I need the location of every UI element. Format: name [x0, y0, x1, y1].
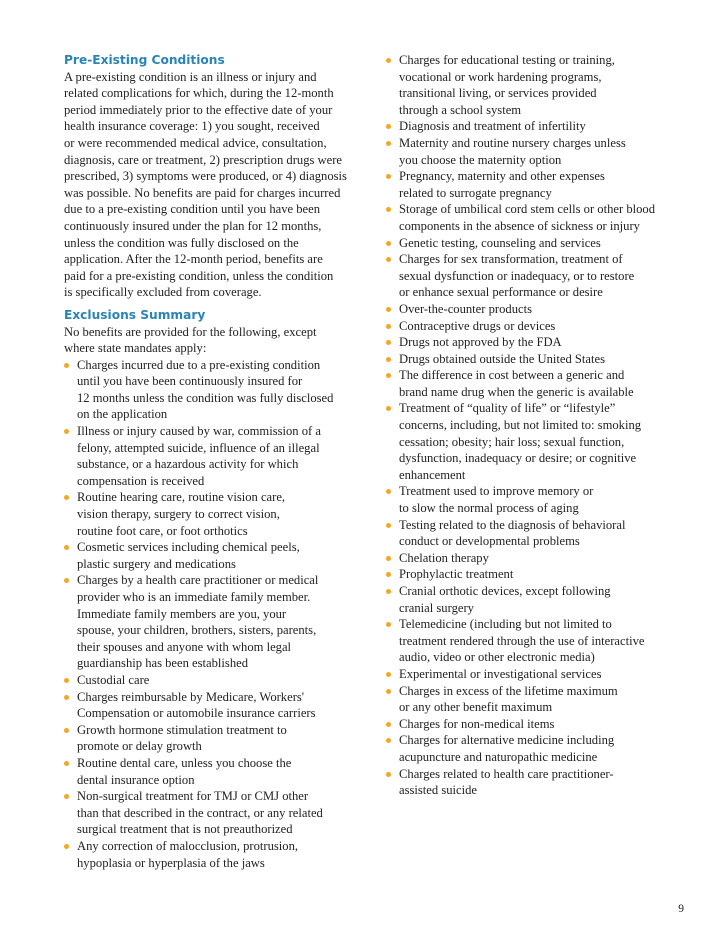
bullet-icon: [386, 672, 391, 677]
item-line: Telemedicine (including but not limited to: [399, 617, 612, 632]
bullet-icon: [386, 324, 391, 329]
bullet-icon: [386, 738, 391, 743]
bullet-icon: [386, 58, 391, 63]
bullet-icon: [386, 589, 391, 594]
item-line: guardianship has been established: [77, 656, 249, 671]
item-line: sexual dysfunction or inadequacy, or to restore: [399, 268, 635, 283]
item-line: related to surrogate pregnancy: [399, 185, 552, 200]
item-line: Charges in excess of the lifetime maximum: [399, 683, 618, 698]
exclusion-item: [386, 135, 676, 168]
exclusion-item: [386, 201, 676, 234]
item-line: Charges related to health care practitioner-: [399, 766, 614, 781]
item-line: Contraceptive drugs or devices: [399, 318, 556, 333]
item-line: promote or delay growth: [77, 739, 202, 754]
bullet-icon: [64, 578, 69, 583]
item-line: Charges by a health care practitioner or medical: [77, 573, 319, 588]
text-line: continuously insured under the plan for 12 months,: [64, 218, 322, 233]
item-line: Routine hearing care, routine vision care,: [77, 490, 286, 505]
text-line: A pre-existing condition is an illness or injury and: [64, 69, 317, 84]
item-line: acupuncture and naturopathic medicine: [399, 749, 598, 764]
exclusion-item: [386, 301, 676, 318]
bullet-icon: [386, 489, 391, 494]
exclusion-item: [386, 251, 676, 301]
right-exclusion-list: [386, 52, 676, 799]
exclusion-item: [64, 838, 374, 871]
item-line: Charges for alternative medicine including: [399, 733, 615, 748]
left-exclusion-list: [64, 357, 374, 871]
item-line: cessation; obesity; hair loss; sexual function,: [399, 434, 625, 449]
item-line: or enhance sexual performance or desire: [399, 285, 603, 300]
item-line: Maternity and routine nursery charges unless: [399, 135, 626, 150]
bullet-icon: [64, 844, 69, 849]
exclusion-item: [386, 583, 676, 616]
item-line: through a school system: [399, 102, 522, 117]
pre-existing-paragraph: [64, 69, 374, 301]
exclusions-heading: Exclusions Summary: [64, 307, 206, 322]
text-line: period immediately prior to the effective date of your: [64, 102, 333, 117]
item-line: concerns, including, but not limited to: smoking: [399, 418, 642, 433]
item-line: conduct or developmental problems: [399, 534, 580, 549]
text-line: where state mandates apply:: [64, 341, 207, 356]
item-line: felony, attempted suicide, influence of an illegal: [77, 440, 320, 455]
text-line: diagnosis, care or treatment, 2) prescription drugs were: [64, 152, 343, 167]
item-line: Non-surgical treatment for TMJ or CMJ other: [77, 789, 309, 804]
item-line: enhancement: [399, 467, 466, 482]
exclusion-item: [64, 722, 374, 755]
text-line: application. After the 12-month period, benefits are: [64, 252, 323, 267]
item-line: Testing related to the diagnosis of behavioral: [399, 517, 626, 532]
item-line: Charges reimbursable by Medicare, Workers': [77, 689, 305, 704]
item-line: Routine dental care, unless you choose the: [77, 755, 292, 770]
item-line: Experimental or investigational services: [399, 666, 602, 681]
item-line: Over-the-counter products: [399, 301, 532, 316]
item-line: or any other benefit maximum: [399, 700, 553, 715]
item-line: Storage of umbilical cord stem cells or other blood: [399, 202, 656, 217]
item-line: Cosmetic services including chemical peels,: [77, 540, 300, 555]
bullet-icon: [386, 257, 391, 262]
item-line: vision therapy, surgery to correct vision,: [77, 507, 280, 522]
bullet-icon: [64, 761, 69, 766]
exclusion-item: [64, 572, 374, 672]
item-line: hypoplasia or hyperplasia of the jaws: [77, 855, 265, 870]
item-line: Diagnosis and treatment of infertility: [399, 119, 586, 134]
exclusion-item: [64, 423, 374, 489]
exclusion-item: [64, 755, 374, 788]
left-column: [64, 52, 374, 871]
bullet-icon: [64, 363, 69, 368]
item-line: Illness or injury caused by war, commission of a: [77, 424, 321, 439]
item-line: to slow the normal process of aging: [399, 501, 579, 516]
exclusion-item: [64, 357, 374, 423]
item-line: Treatment of “quality of life” or “lifestyle”: [399, 401, 616, 416]
item-line: Charges incurred due to a pre-existing condition: [77, 357, 321, 372]
item-line: Pregnancy, maternity and other expenses: [399, 169, 605, 184]
bullet-icon: [386, 124, 391, 129]
exclusion-item: [386, 517, 676, 550]
bullet-icon: [386, 556, 391, 561]
item-line: vocational or work hardening programs,: [399, 69, 602, 84]
item-line: plastic surgery and medications: [77, 556, 236, 571]
item-line: spouse, your children, brothers, sisters, parents,: [77, 623, 317, 638]
item-line: their spouses and anyone with whom legal: [77, 639, 292, 654]
text-line: paid for a pre-existing condition, unless the condition: [64, 268, 334, 283]
exclusion-item: [386, 616, 676, 666]
item-line: Custodial care: [77, 672, 150, 687]
exclusion-item: [64, 489, 374, 539]
text-line: due to a pre-existing condition until you have been: [64, 202, 321, 217]
item-line: you choose the maternity option: [399, 152, 562, 167]
exclusion-item: [386, 483, 676, 516]
bullet-icon: [64, 728, 69, 733]
exclusion-item: [386, 550, 676, 567]
bullet-icon: [64, 678, 69, 683]
item-line: compensation is received: [77, 473, 205, 488]
item-line: The difference in cost between a generic and: [399, 368, 625, 383]
page-number: 9: [678, 903, 684, 915]
exclusion-item: [64, 788, 374, 838]
bullet-icon: [386, 622, 391, 627]
exclusion-item: [386, 318, 676, 335]
item-line: Genetic testing, counseling and services: [399, 235, 601, 250]
exclusion-item: [386, 118, 676, 135]
bullet-icon: [386, 722, 391, 727]
item-line: Treatment used to improve memory or: [399, 484, 594, 499]
item-line: until you have been continuously insured for: [77, 374, 303, 389]
item-line: Charges for educational testing or training,: [399, 53, 615, 67]
exclusion-item: [386, 766, 676, 799]
item-line: dental insurance option: [77, 772, 195, 787]
exclusion-item: [386, 351, 676, 368]
item-line: transitional living, or services provided: [399, 86, 597, 101]
exclusion-item: [386, 400, 676, 483]
item-line: Charges for non-medical items: [399, 716, 555, 731]
text-line: prescribed, 3) symptoms were produced, or 4) diagnosis: [64, 169, 347, 184]
bullet-icon: [386, 241, 391, 246]
exclusion-item: [64, 689, 374, 722]
item-line: provider who is an immediate family member.: [77, 590, 311, 604]
item-line: Drugs obtained outside the United States: [399, 351, 606, 366]
item-line: Growth hormone stimulation treatment to: [77, 722, 287, 737]
bullet-icon: [386, 174, 391, 179]
bullet-icon: [386, 340, 391, 345]
bullet-icon: [64, 695, 69, 700]
pre-existing-heading: Pre-Existing Conditions: [64, 53, 225, 67]
item-line: assisted suicide: [399, 783, 477, 798]
bullet-icon: [386, 207, 391, 212]
exclusion-item: [386, 732, 676, 765]
bullet-icon: [386, 373, 391, 378]
bullet-icon: [386, 572, 391, 577]
exclusion-item: [64, 539, 374, 572]
item-line: routine foot care, or foot orthotics: [77, 523, 248, 538]
item-line: Any correction of malocclusion, protrusion,: [77, 838, 299, 853]
bullet-icon: [386, 772, 391, 777]
bullet-icon: [386, 523, 391, 528]
text-line: is specifically excluded from coverage.: [64, 285, 262, 300]
text-line: health insurance coverage: 1) you sought, received: [64, 119, 320, 134]
item-line: cranial surgery: [399, 600, 474, 615]
exclusions-intro: [64, 324, 374, 357]
bullet-icon: [386, 689, 391, 694]
exclusion-item: [386, 168, 676, 201]
item-line: Charges for sex transformation, treatment of: [399, 252, 623, 267]
item-line: Prophylactic treatment: [399, 567, 514, 582]
item-line: surgical treatment that is not preauthorized: [77, 822, 293, 837]
item-line: dysfunction, inadequacy or desire; or cognitive: [399, 451, 637, 466]
item-line: brand name drug when the generic is available: [399, 384, 634, 399]
text-line: No benefits are provided for the following, except: [64, 324, 317, 339]
bullet-icon: [64, 429, 69, 434]
item-line: treatment rendered through the use of interactive: [399, 633, 645, 648]
text-line: related complications for which, during the 12-month: [64, 86, 334, 101]
exclusion-item: [386, 334, 676, 351]
item-line: Immediate family members are you, your: [77, 606, 287, 621]
exclusion-item: [386, 235, 676, 252]
exclusion-item: [386, 52, 676, 118]
item-line: Drugs not approved by the FDA: [399, 335, 562, 350]
item-line: 12 months unless the condition was fully disclosed: [77, 390, 334, 405]
exclusion-item: [386, 666, 676, 683]
exclusion-item: [386, 716, 676, 733]
item-line: Cranial orthotic devices, except following: [399, 584, 611, 598]
bullet-icon: [386, 357, 391, 362]
item-line: components in the absence of sickness or injury: [399, 218, 640, 233]
item-line: audio, video or other electronic media): [399, 650, 595, 665]
exclusion-item: [64, 672, 374, 689]
exclusion-item: [386, 566, 676, 583]
right-column: [386, 52, 676, 799]
bullet-icon: [386, 307, 391, 312]
item-line: than that described in the contract, or any related: [77, 805, 323, 820]
item-line: Compensation or automobile insurance carriers: [77, 706, 316, 721]
item-line: on the application: [77, 407, 168, 422]
item-line: Chelation therapy: [399, 550, 489, 565]
bullet-icon: [386, 406, 391, 411]
bullet-icon: [64, 495, 69, 500]
text-line: or were recommended medical advice, consultation,: [64, 135, 327, 150]
exclusion-item: [386, 367, 676, 400]
exclusion-item: [386, 683, 676, 716]
item-line: substance, or a hazardous activity for which: [77, 457, 299, 472]
text-line: was possible. No benefits are paid for charges incurred: [64, 185, 341, 200]
text-line: unless the condition was fully disclosed on the: [64, 235, 299, 250]
bullet-icon: [64, 545, 69, 550]
bullet-icon: [386, 141, 391, 146]
bullet-icon: [64, 794, 69, 799]
